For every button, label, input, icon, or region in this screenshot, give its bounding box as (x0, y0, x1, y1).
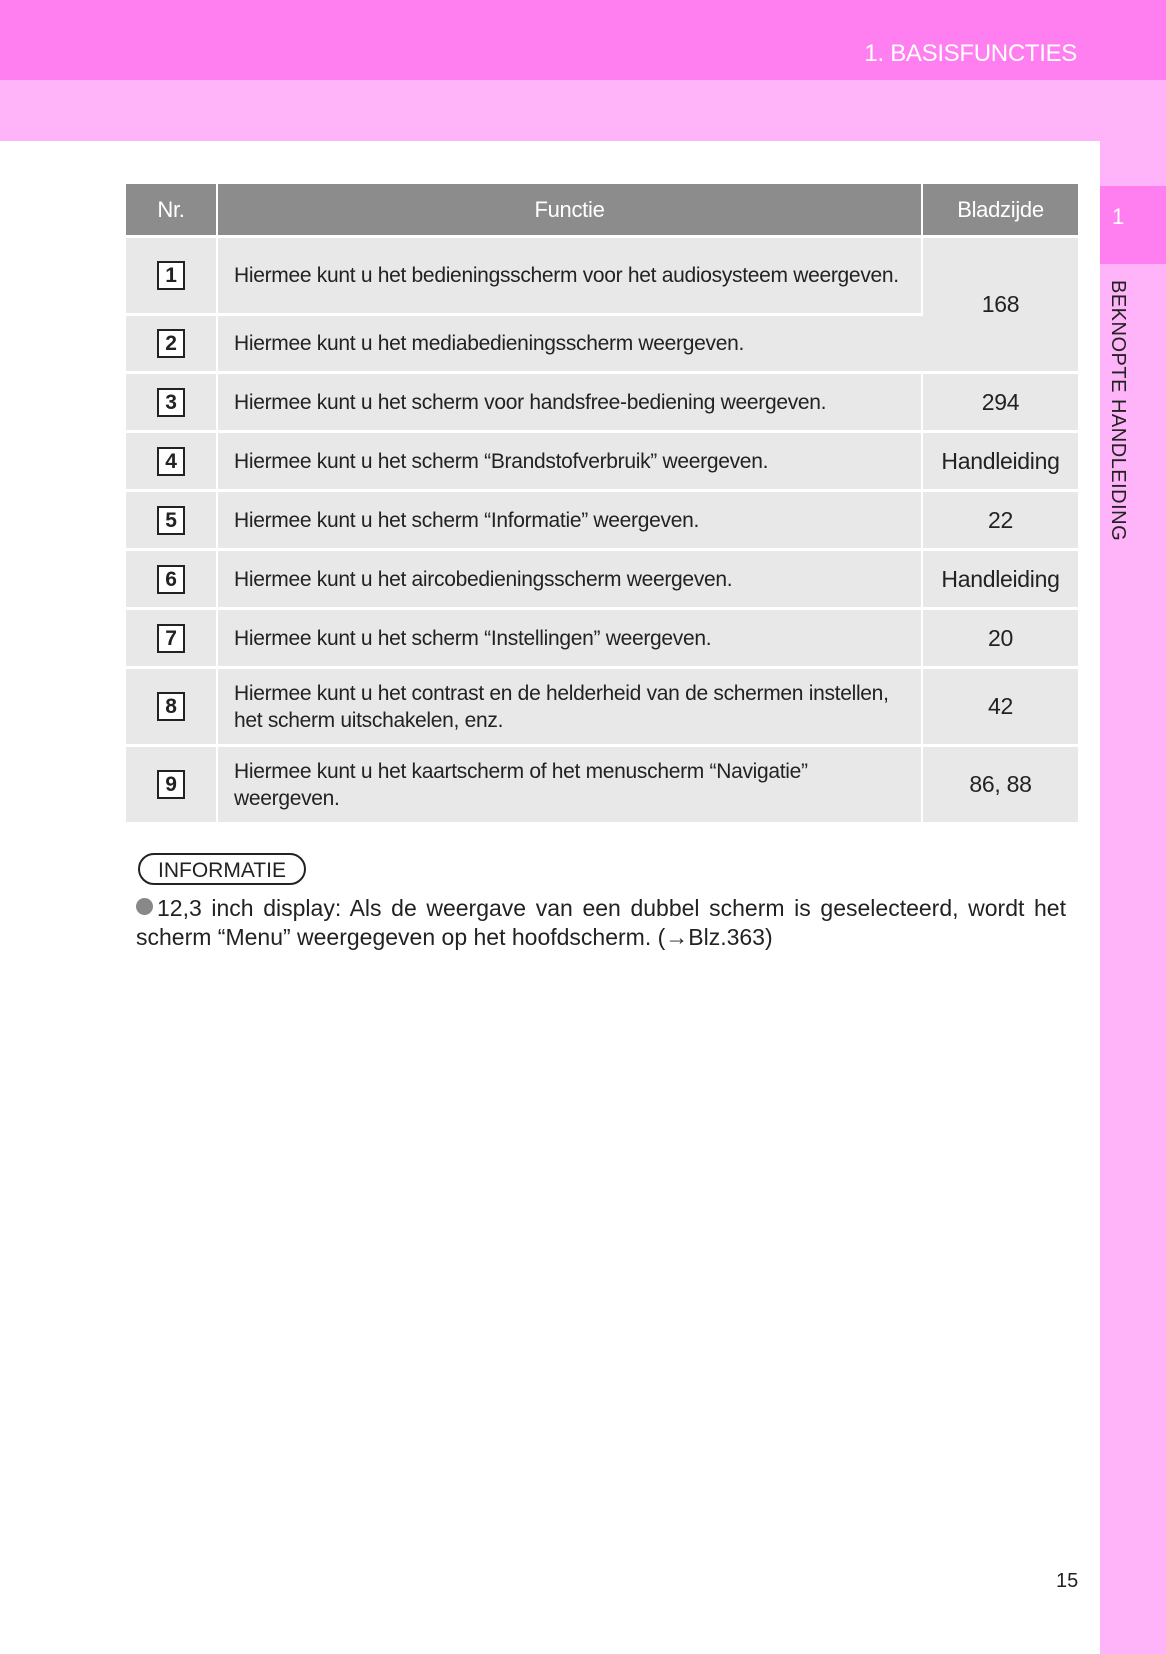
function-cell: Hiermee kunt u het scherm “Brandstofverbruik” weergeven. (218, 430, 923, 489)
page-cell: 22 (923, 489, 1078, 548)
table-row (126, 430, 1078, 489)
chapter-tab (1100, 186, 1166, 264)
function-table (126, 184, 1078, 822)
column-header-nr: Nr. (126, 184, 218, 235)
info-label: INFORMATIE (138, 853, 306, 885)
function-cell: Hiermee kunt u het scherm “Instellingen” weergeven. (218, 607, 923, 666)
page-cell: 168 (923, 235, 1078, 371)
table-row (126, 235, 1078, 313)
row-number-badge: 7 (157, 624, 185, 653)
table-header-row (126, 184, 1078, 235)
section-title: 1. BASISFUNCTIES (864, 40, 1077, 67)
chapter-tab-number: 1 (1112, 204, 1125, 229)
row-number-badge: 4 (157, 447, 185, 476)
table-row (126, 744, 1078, 822)
function-cell: Hiermee kunt u het mediabedieningsscherm weergeven. (218, 313, 923, 371)
function-cell: Hiermee kunt u het scherm “Informatie” weergeven. (218, 489, 923, 548)
function-cell: Hiermee kunt u het bedieningsscherm voor het audiosysteem weergeven. (218, 235, 923, 313)
table-row (126, 548, 1078, 607)
function-cell: Hiermee kunt u het aircobedieningsscherm weergeven. (218, 548, 923, 607)
page-cell: Handleiding (923, 430, 1078, 489)
table-row (126, 489, 1078, 548)
row-number-badge: 9 (157, 770, 185, 799)
page-cell: Handleiding (923, 548, 1078, 607)
row-number-badge: 6 (157, 565, 185, 594)
function-cell: Hiermee kunt u het contrast en de helderheid van de schermen instellen, het scherm uitschakelen, enz. (218, 666, 923, 744)
info-paragraph (136, 894, 1066, 952)
table-row (126, 607, 1078, 666)
function-cell: Hiermee kunt u het kaartscherm of het menuscherm “Navigatie” weergeven. (218, 744, 923, 822)
row-number-badge: 2 (157, 329, 185, 358)
row-number-badge: 3 (157, 388, 185, 417)
page-cell: 86, 88 (923, 744, 1078, 822)
page-number: 15 (1056, 1570, 1079, 1592)
function-cell: Hiermee kunt u het scherm voor handsfree-bediening weergeven. (218, 371, 923, 430)
info-text: 12,3 inch display: Als de weergave van een dubbel scherm is geselecteerd, wordt het scherm “Menu” weergegeven op het hoofdscherm. (→Blz.363) (136, 895, 1066, 950)
page-cell: 20 (923, 607, 1078, 666)
table-row (126, 666, 1078, 744)
row-number-badge: 5 (157, 506, 185, 535)
page-cell: 42 (923, 666, 1078, 744)
row-number-badge: 8 (157, 692, 185, 721)
chapter-title: BEKNOPTE HANDLEIDING (1107, 280, 1129, 542)
column-header-functie: Functie (218, 184, 923, 235)
row-number-badge: 1 (157, 261, 185, 290)
bullet-icon (136, 898, 153, 915)
page-cell: 294 (923, 371, 1078, 430)
header-subband (0, 80, 1166, 141)
column-header-bladzijde: Bladzijde (923, 184, 1078, 235)
table-row (126, 371, 1078, 430)
